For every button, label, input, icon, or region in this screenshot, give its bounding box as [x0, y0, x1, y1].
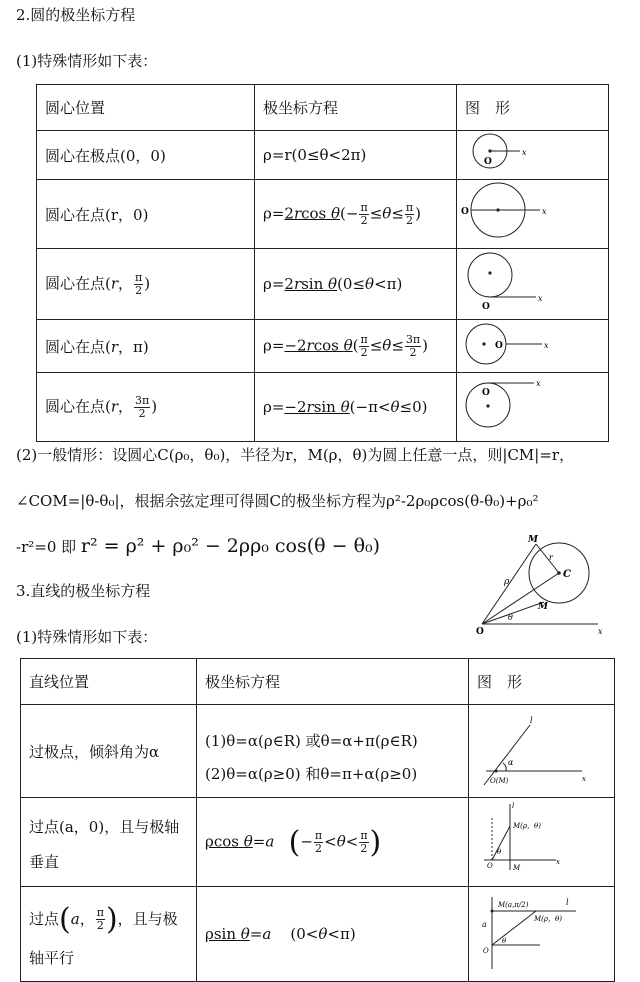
circle-r3pi2-figure	[458, 373, 608, 437]
table-row	[21, 887, 615, 982]
svg-text:x: x	[541, 207, 547, 216]
header-cell: 极坐标方程	[255, 85, 457, 131]
svg-text:C: C	[563, 569, 571, 580]
position-line-1: 过点(a， $\frac{\pi}{2}$ )，且与极	[29, 901, 178, 937]
header-cell: 极坐标方程	[197, 659, 469, 705]
svg-text:α: α	[507, 758, 513, 767]
position-cell: 圆心在点(r， $\frac{\pi}{2}$ )	[37, 249, 255, 320]
circle-rpi2-figure	[458, 249, 608, 315]
svg-text:O: O	[460, 207, 469, 217]
svg-text:M(ρ，θ): M(ρ，θ)	[512, 822, 541, 830]
svg-text:θ: θ	[508, 613, 513, 622]
svg-text:θ: θ	[501, 937, 506, 945]
figure-cell	[469, 798, 615, 887]
header-cell: 直线位置	[21, 659, 197, 705]
svg-text:O: O	[476, 627, 484, 637]
cosine-law-formula: r² = ρ² + ρ₀² − 2ρρ₀ cos(θ − θ₀)	[80, 535, 381, 557]
svg-text:M: M	[512, 864, 520, 872]
figure-cell	[457, 131, 609, 180]
general-line-2: ∠COM=|θ-θ₀|，根据余弦定理可得圆C的极坐标方程为ρ²-2ρ₀ρcos(θ-θ₀)+ρ₀²	[16, 492, 539, 510]
section-3-heading: 3.直线的极坐标方程	[16, 582, 151, 600]
figure-cell	[457, 373, 609, 442]
table-row	[37, 373, 609, 442]
equation-line-1: (1)θ=α(ρ∈R) 或θ=α+π(ρ∈R)	[205, 732, 418, 750]
header-cell: 图 形	[469, 659, 615, 705]
section-2-sub1: (1)特殊情形如下表：	[16, 52, 158, 70]
header-cell: 圆心位置	[37, 85, 255, 131]
circle-r0-figure	[458, 180, 608, 244]
position-cell: 圆心在极点(0，0)	[37, 131, 255, 180]
table-header-row	[21, 659, 615, 705]
svg-text:l: l	[529, 716, 533, 725]
figure-cell	[457, 249, 609, 320]
equation-cell: ρ=2rcos θ(− $\frac{\pi}{2}$ ≤θ≤ $\frac{\pi}{2}$ )	[255, 180, 457, 249]
position-cell	[21, 798, 197, 887]
svg-text:x: x	[598, 627, 603, 636]
table-row	[37, 131, 609, 180]
line-perpendicular-figure	[470, 798, 614, 882]
table-header-row	[37, 85, 609, 131]
equation-cell: ρsin θ=a (0<θ<π)	[197, 887, 469, 982]
figure-cell	[469, 887, 615, 982]
svg-text:a: a	[481, 920, 487, 929]
equation-cell: ρ=−2rcos θ( $\frac{\pi}{2}$ ≤θ≤ $\frac{3\pi}{2}$ )	[255, 320, 457, 373]
general-line-3	[16, 535, 380, 557]
section-3-sub1: (1)特殊情形如下表：	[16, 628, 158, 646]
svg-text:M(ρ，θ): M(ρ，θ)	[533, 915, 562, 923]
table-row	[21, 798, 615, 887]
figure-cell	[457, 180, 609, 249]
general-line-3-prefix: -r²=0 即	[16, 538, 77, 556]
equation-cell: ρ=2rsin θ(0≤θ<π)	[255, 249, 457, 320]
circle-table	[36, 84, 609, 442]
svg-text:O(M): O(M)	[489, 777, 508, 785]
svg-text:O: O	[482, 947, 489, 955]
svg-text:l: l	[511, 802, 514, 810]
svg-text:M: M	[528, 535, 538, 545]
position-cell: 过极点，倾斜角为α	[21, 705, 197, 798]
equation-cell: ρcos θ=a (− $\frac{\pi}{2}$ <θ< $\frac{\pi}{2}$ )	[197, 798, 469, 887]
svg-text:x: x	[555, 858, 560, 866]
svg-text:x: x	[537, 294, 543, 303]
line-through-pole-figure	[470, 705, 614, 793]
table-row	[37, 320, 609, 373]
equation-cell: ρ=r(0≤θ<2π)	[255, 131, 457, 180]
position-cell: 圆心在点(r， $\frac{3\pi}{2}$ )	[37, 373, 255, 442]
svg-text:M: M	[538, 602, 548, 612]
svg-text:x: x	[543, 341, 549, 350]
equation-cell: ρ=−2rsin θ(−π<θ≤0)	[255, 373, 457, 442]
svg-text:r: r	[549, 553, 553, 562]
svg-text:l: l	[565, 898, 569, 907]
position-cell: 圆心在点(r，π)	[37, 320, 255, 373]
table-row	[37, 249, 609, 320]
svg-text:O: O	[486, 862, 493, 870]
svg-text:O: O	[494, 341, 503, 351]
svg-text:ρ: ρ	[504, 577, 510, 587]
svg-text:O: O	[481, 388, 490, 398]
figure-cell	[469, 705, 615, 798]
svg-text:M(a,π/2): M(a,π/2)	[497, 901, 528, 909]
table-row	[21, 705, 615, 798]
svg-text:x: x	[581, 775, 586, 783]
header-cell: 图 形	[457, 85, 609, 131]
table-row	[37, 180, 609, 249]
position-cell	[21, 887, 197, 982]
position-line-2: 轴平行	[29, 948, 75, 967]
circle-rpi-figure	[458, 320, 608, 368]
figure-cell	[457, 320, 609, 373]
svg-text:O: O	[483, 157, 492, 167]
general-line-1: (2)一般情形：设圆心C(ρ₀，θ₀)，半径为r，M(ρ，θ)为圆上任意一点，则|CM|=r，	[16, 446, 575, 464]
line-table	[20, 658, 615, 982]
position-line-1: 过点(a，0)，且与极轴	[29, 818, 180, 836]
equation-line-2: (2)θ=α(ρ≥0) 和θ=π+α(ρ≥0)	[205, 765, 418, 783]
position-cell: 圆心在点(r，0)	[37, 180, 255, 249]
circle-origin-figure	[458, 131, 608, 175]
svg-text:O: O	[481, 302, 490, 312]
svg-text:x: x	[535, 379, 541, 388]
section-2-heading: 2.圆的极坐标方程	[16, 6, 136, 24]
svg-text:x: x	[521, 148, 527, 157]
svg-text:θ: θ	[496, 848, 501, 856]
line-parallel-figure	[470, 887, 614, 977]
position-line-2: 垂直	[29, 853, 60, 871]
general-circle-figure	[474, 530, 609, 638]
equation-cell	[197, 705, 469, 798]
